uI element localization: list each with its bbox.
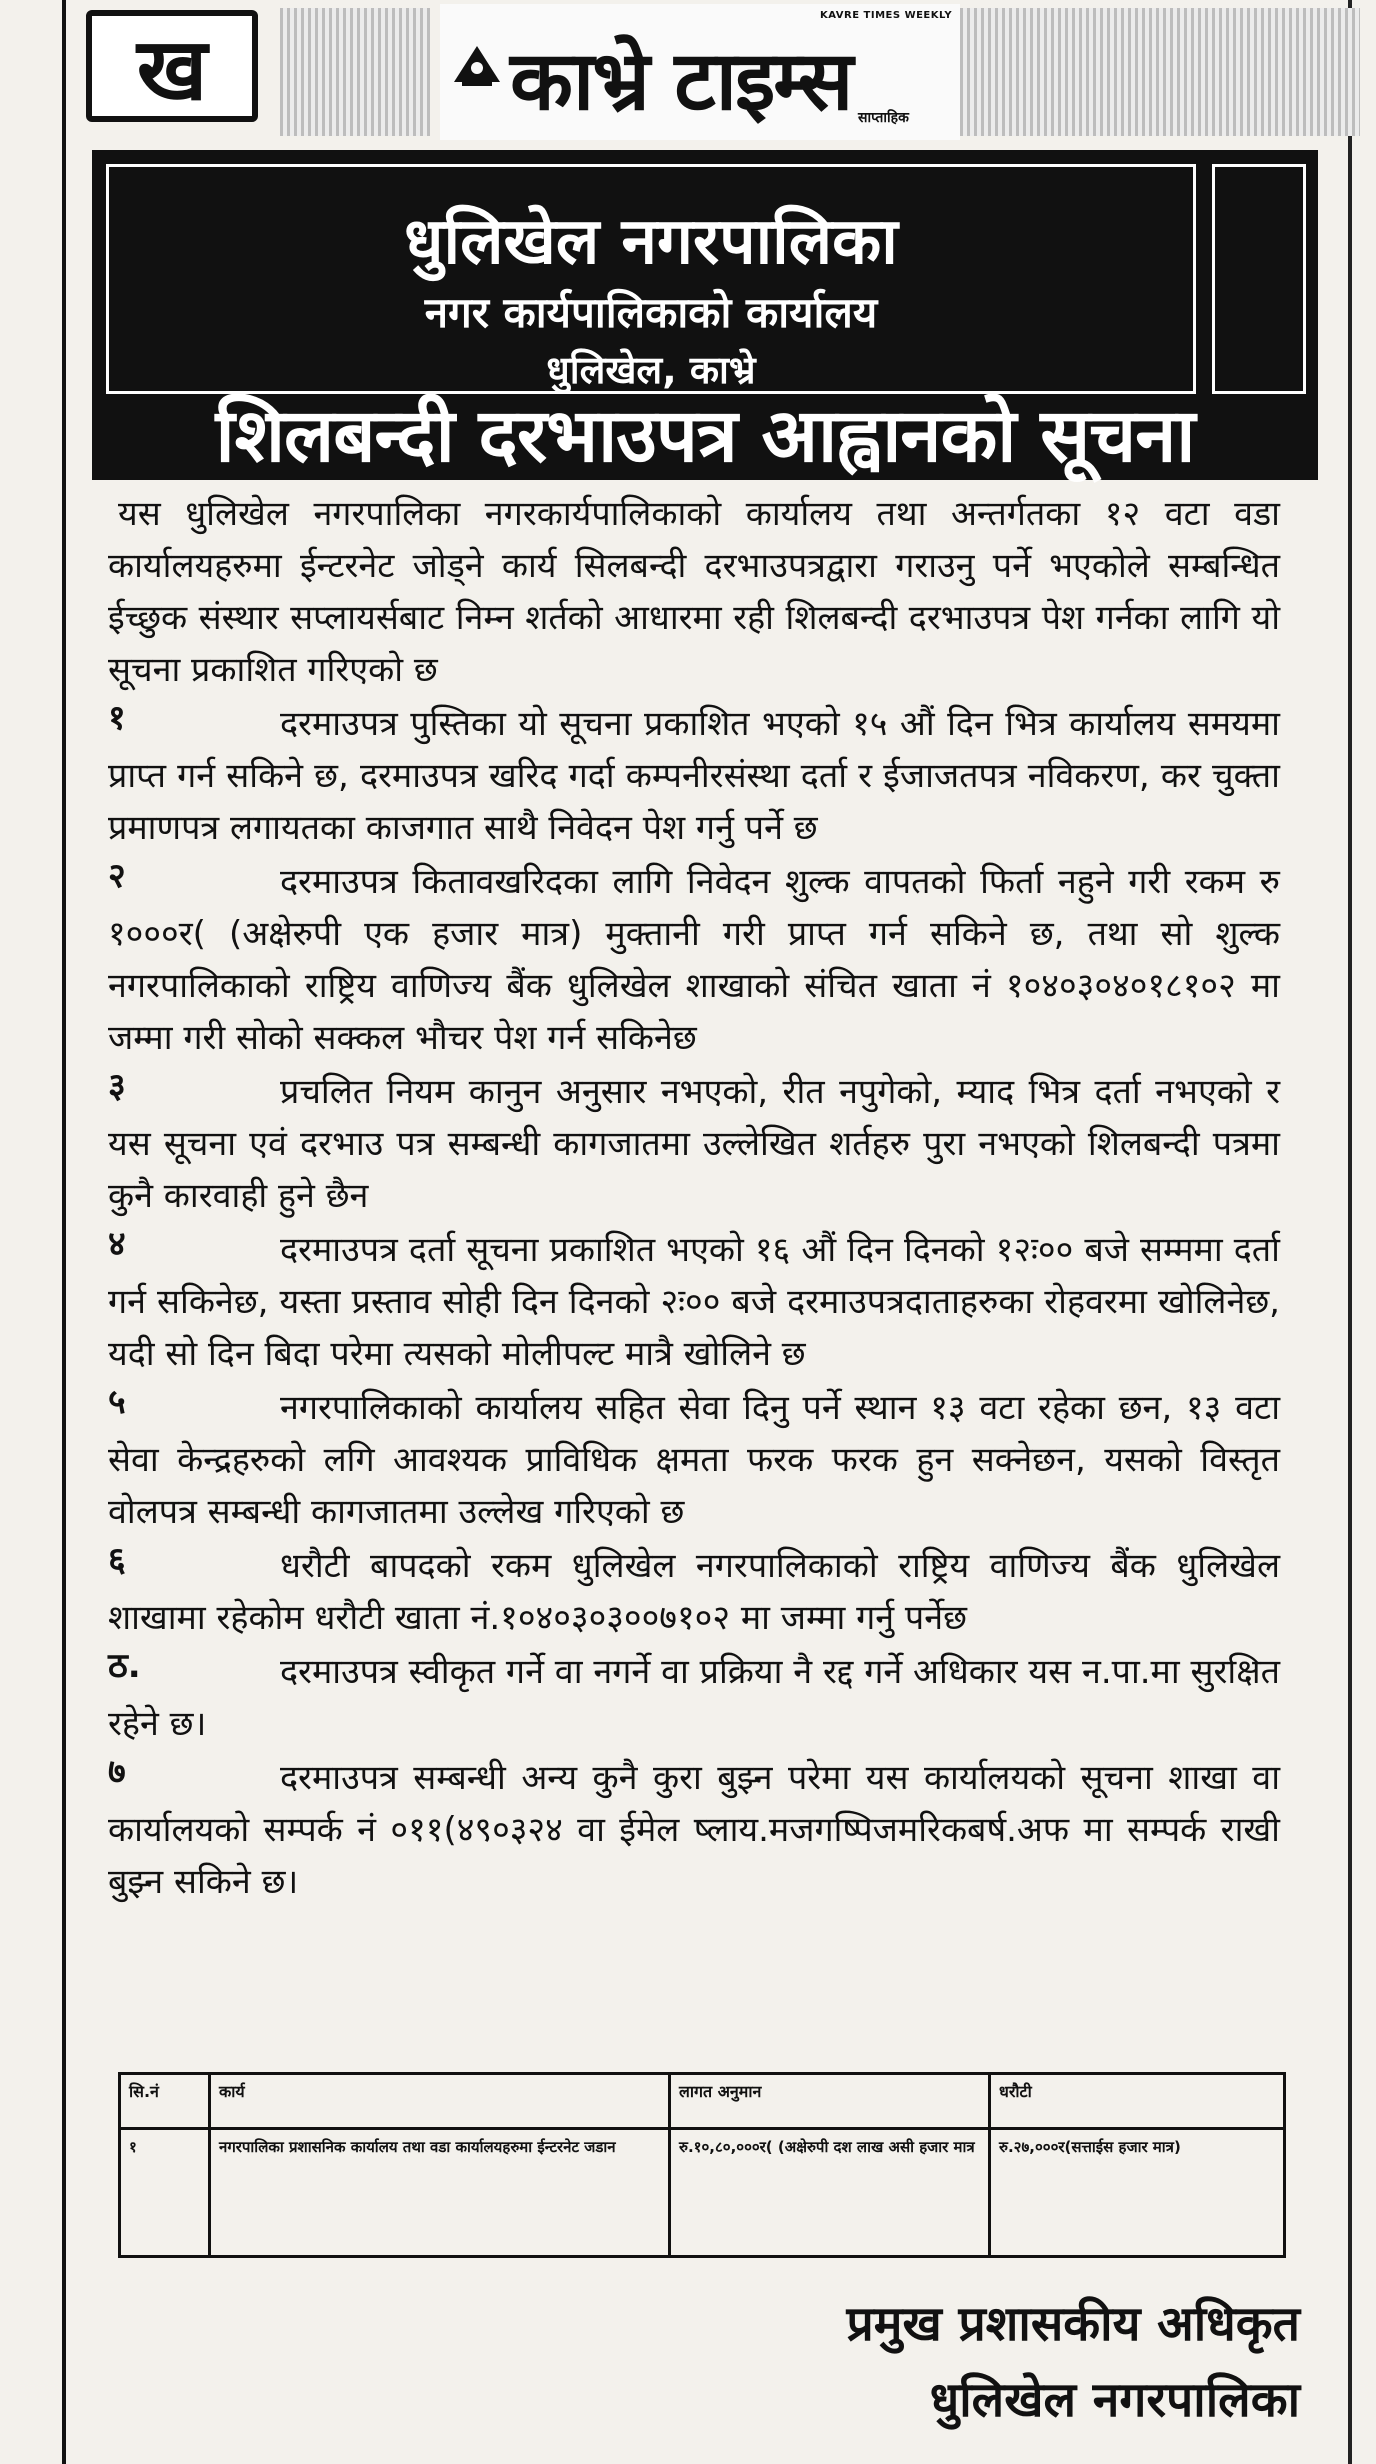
clause-text: प्रचलित नियम कानुन अनुसार नभएको, रीत नपुगेको, म्याद भित्र दर्ता नभएको र यस सूचना एवं दरभाउ पत्र सम्बन्धी कागजातमा उल्लेखित शर्तहरु पुरा नभएको शिलबन्दी पत्रमा कुनै कारवाही हुने छैन [108,1072,1280,1216]
header-inner-box [106,164,1196,394]
header-side-box [1212,164,1306,394]
table-header-row [120,2074,1285,2129]
notice-header [92,150,1318,480]
masthead [0,0,1376,150]
notice-body [108,488,1280,1908]
table-header-cell: कार्य [210,2074,670,2129]
cost-table [118,2072,1286,2258]
clause [108,1540,1280,1644]
signatory-title: प्रमुख प्रशासकीय अधिकृत [846,2296,1300,2352]
clause-number: ६ [108,1540,126,1580]
clause [108,1752,1280,1908]
clause-number: ठ. [108,1646,141,1686]
clause [108,1224,1280,1380]
notice-title: शिलबन्दी दरभाउपत्र आह्वानको सूचना [215,393,1195,479]
table-header-cell: धरौटी [990,2074,1285,2129]
office-name: नगर कार्यपालिकाको कार्यालय [424,288,878,337]
clause [108,1382,1280,1538]
clause-text: नगरपालिकाको कार्यालय सहित सेवा दिनु पर्ने स्थान १३ वटा रहेका छन, १३ वटा सेवा केन्द्रहरुको लगि आवश्यक प्राविधिक क्षमता फरक फरक हुन सक्नेछन, यसको विस्तृत वोलपत्र सम्बन्धी कागजातमा उल्लेख गरिएको छ [108,1388,1280,1532]
cost-table-wrapper [118,2072,1286,2258]
clause-text: दरमाउपत्र दर्ता सूचना प्रकाशित भएको १६ औं दिन दिनको १२ः०० बजे सम्ममा दर्ता गर्न सकिनेछ, यस्ता प्रस्ताव सोही दिन दिनको २ः०० बजे दरमाउपत्रदाताहरुका रोहवरमा खोलिनेछ, यदी सो दिन बिदा परेमा त्यसको मोलीपल्ट मात्रै खोलिने छ [108,1230,1280,1374]
clause-number: २ [108,856,126,896]
table-header-cell: सि.नं [120,2074,210,2129]
address: धुलिखेल, काभ्रे [546,348,756,392]
clause-number: ३ [108,1066,126,1106]
emblem-icon [450,38,504,92]
clause [108,856,1280,1064]
signatory-org: धुलिखेल नगरपालिका [929,2372,1300,2428]
table-header-cell: लागत अनुमान [670,2074,990,2129]
table-cell: १ [120,2129,210,2257]
clause-text: दरमाउपत्र सम्बन्धी अन्य कुनै कुरा बुझ्न परेमा यस कार्यालयको सूचना शाखा वा कार्यालयको सम्पर्क नं ०११(४९०३२४ वा ईमेल ष्लाय.मजगष्पिजमरिकबर्ष.अफ मा सम्पर्क राखी बुझ्न सकिने छ। [108,1758,1280,1902]
table-row [120,2129,1285,2257]
newspaper-tagline: KAVRE TIMES WEEKLY [820,10,953,21]
table-cell: रु.२७,०००र(सत्ताईस हजार मात्र) [990,2129,1285,2257]
table-cell: नगरपालिका प्रशासनिक कार्यालय तथा वडा कार्यालयहरुमा ईन्टरनेट जडान [210,2129,670,2257]
clause [108,1066,1280,1222]
clause-text: दरमाउपत्र पुस्तिका यो सूचना प्रकाशित भएको १५ औं दिन भित्र कार्यालय समयमा प्राप्त गर्न सकिने छ, दरमाउपत्र खरिद गर्दा कम्पनीरसंस्था दर्ता र ईजाजतपत्र नविकरण, कर चुक्ता प्रमाणपत्र लगायतका काजगात साथै निवेदन पेश गर्नु पर्ने छ [108,704,1280,848]
clause [108,698,1280,854]
org-name: धुलिखेल नगरपालिका [404,205,898,279]
masthead-stripes-left [280,8,430,136]
clause-text: दरमाउपत्र स्वीकृत गर्ने वा नगर्ने वा प्रक्रिया नै रद्द गर्ने अधिकार यस न.पा.मा सुरक्षित रहेने छ। [108,1652,1280,1744]
newspaper-logo [440,4,960,140]
clause-number: ५ [108,1382,126,1422]
table-cell: रु.१०,८०,०००र( (अक्षेरुपी दश लाख असी हजार मात्र [670,2129,990,2257]
clause-number: ७ [108,1752,126,1792]
clause-text: धरौटी बापदको रकम धुलिखेल नगरपालिकाको राष्ट्रिय वाणिज्य बैंक धुलिखेल शाखामा रहेकोम धरौटी खाता नं.१०४०३०३००७१०२ मा जम्मा गर्नु पर्नेछ [108,1546,1280,1638]
clause-number: १ [108,698,126,738]
clause-number: ४ [108,1224,126,1264]
clause-text: दरमाउपत्र कितावखरिदका लागि निवेदन शुल्क वापतको फिर्ता नहुने गरी रकम रु १०००र( (अक्षेरुपी एक हजार मात्र) मुक्तानी गरी प्राप्त गर्न सकिने छ, तथा सो शुल्क नगरपालिकाको राष्ट्रिय वाणिज्य बैंक धुलिखेल शाखाको संचित खाता नं १०४०३०४०१८१०२ मा जम्मा गरी सोको सक्कल भौचर पेश गर्न सकिनेछ [108,862,1280,1058]
intro-paragraph: यस धुलिखेल नगरपालिका नगरकार्यपालिकाको कार्यालय तथा अन्तर्गतका १२ वटा वडा कार्यालयहरुमा ईन्टरनेट जोड्ने कार्य सिलबन्दी दरभाउपत्रद्वारा गराउनु पर्ने भएकोले सम्बन्धित ईच्छुक संस्थार सप्लायर्सबाट निम्न शर्तको आधारमा रही शिलबन्दी दरभाउपत्र पेश गर्नका लागि यो सूचना प्रकाशित गरिएको छ [108,494,1280,690]
masthead-stripes-right [960,8,1360,136]
newspaper-name: काभ्रे टाइम्स [510,34,852,129]
section-letter: ख [86,10,258,122]
newspaper-subtitle: साप्ताहिक [858,110,909,126]
clause [108,1646,1280,1750]
